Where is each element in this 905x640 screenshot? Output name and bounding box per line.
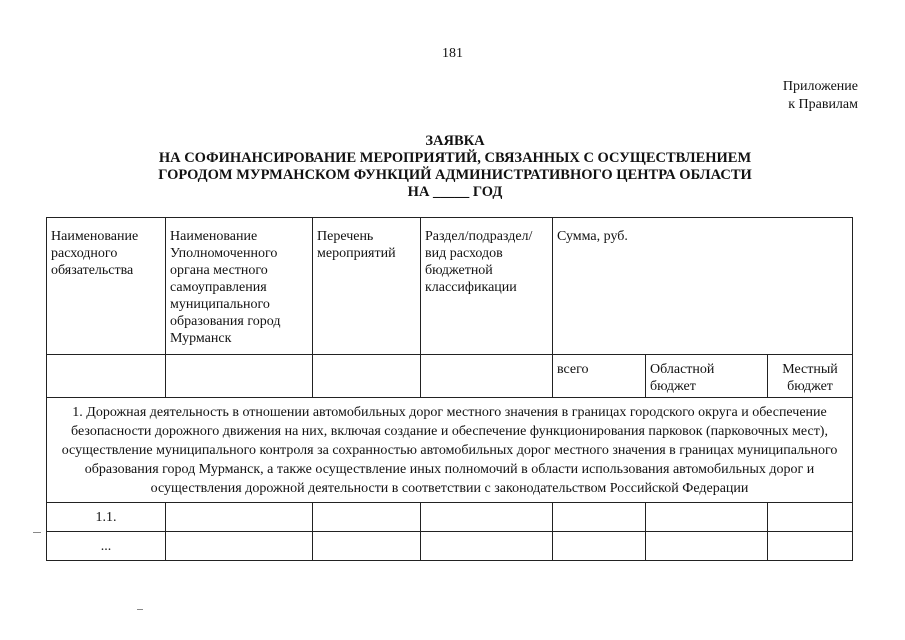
subheader-regional-budget: Областной бюджет xyxy=(646,355,768,398)
cell-blank xyxy=(421,532,553,561)
section-row xyxy=(47,398,853,503)
header-obligation: Наименование расходного обязательства xyxy=(47,218,166,355)
header-row xyxy=(47,218,853,355)
title-line-3: ГОРОДОМ МУРМАНСКОМ ФУНКЦИЙ АДМИНИСТРАТИВНОГО ЦЕНТРА ОБЛАСТИ xyxy=(158,167,752,183)
cell-blank xyxy=(553,532,646,561)
cell-blank xyxy=(166,355,313,398)
cell-blank xyxy=(313,503,421,532)
header-sum: Сумма, руб. xyxy=(553,218,853,355)
row-number: ... xyxy=(47,532,166,561)
document-title xyxy=(60,133,850,201)
cell-blank xyxy=(646,532,768,561)
title-line-2: НА СОФИНАНСИРОВАНИЕ МЕРОПРИЯТИЙ, СВЯЗАННЫХ С ОСУЩЕСТВЛЕНИЕМ xyxy=(158,150,752,166)
header-classification: Раздел/подраздел/ вид расходов бюджетной классификации xyxy=(421,218,553,355)
cell-blank xyxy=(421,355,553,398)
table-row xyxy=(47,532,853,561)
cell-blank xyxy=(553,503,646,532)
subheader-row xyxy=(47,355,853,398)
scan-mark xyxy=(33,532,41,533)
cell-blank xyxy=(313,355,421,398)
cell-blank xyxy=(421,503,553,532)
cell-blank xyxy=(47,355,166,398)
application-table xyxy=(46,217,853,561)
title-line-1: ЗАЯВКА xyxy=(425,133,485,149)
section-text: 1. Дорожная деятельность в отношении автомобильных дорог местного значения в границах городского округа и обеспечение безопасности дорожного движения на них, включая создание и обеспечение функционирования парковок (парковочных мест), осуществление муниципального контроля за сохранностью автомобильных дорог местного значения в границах муниципального образования город Мурманск, а также осуществление иных полномочий в области использования автомобильных дорог и осуществления дорожной деятельности в соответствии с законодательством Российской Федерации xyxy=(47,398,853,503)
cell-blank xyxy=(166,503,313,532)
cell-blank xyxy=(768,503,853,532)
row-number: 1.1. xyxy=(47,503,166,532)
page-number: 181 xyxy=(442,46,463,61)
cell-blank xyxy=(768,532,853,561)
appendix-line-2: к Правилам xyxy=(788,97,858,112)
title-line-4: НА _____ ГОД xyxy=(407,184,503,200)
cell-blank xyxy=(166,532,313,561)
appendix-line-1: Приложение xyxy=(782,79,858,94)
subheader-local-budget: Местный бюджет xyxy=(768,355,853,398)
header-authority: Наименование Уполномоченного органа местного самоуправления муниципального образования город Мурманск xyxy=(166,218,313,355)
scan-mark xyxy=(137,609,143,610)
header-measures: Перечень мероприятий xyxy=(313,218,421,355)
cell-blank xyxy=(646,503,768,532)
appendix-label xyxy=(783,78,858,114)
table-row xyxy=(47,503,853,532)
subheader-total: всего xyxy=(553,355,646,398)
cell-blank xyxy=(313,532,421,561)
